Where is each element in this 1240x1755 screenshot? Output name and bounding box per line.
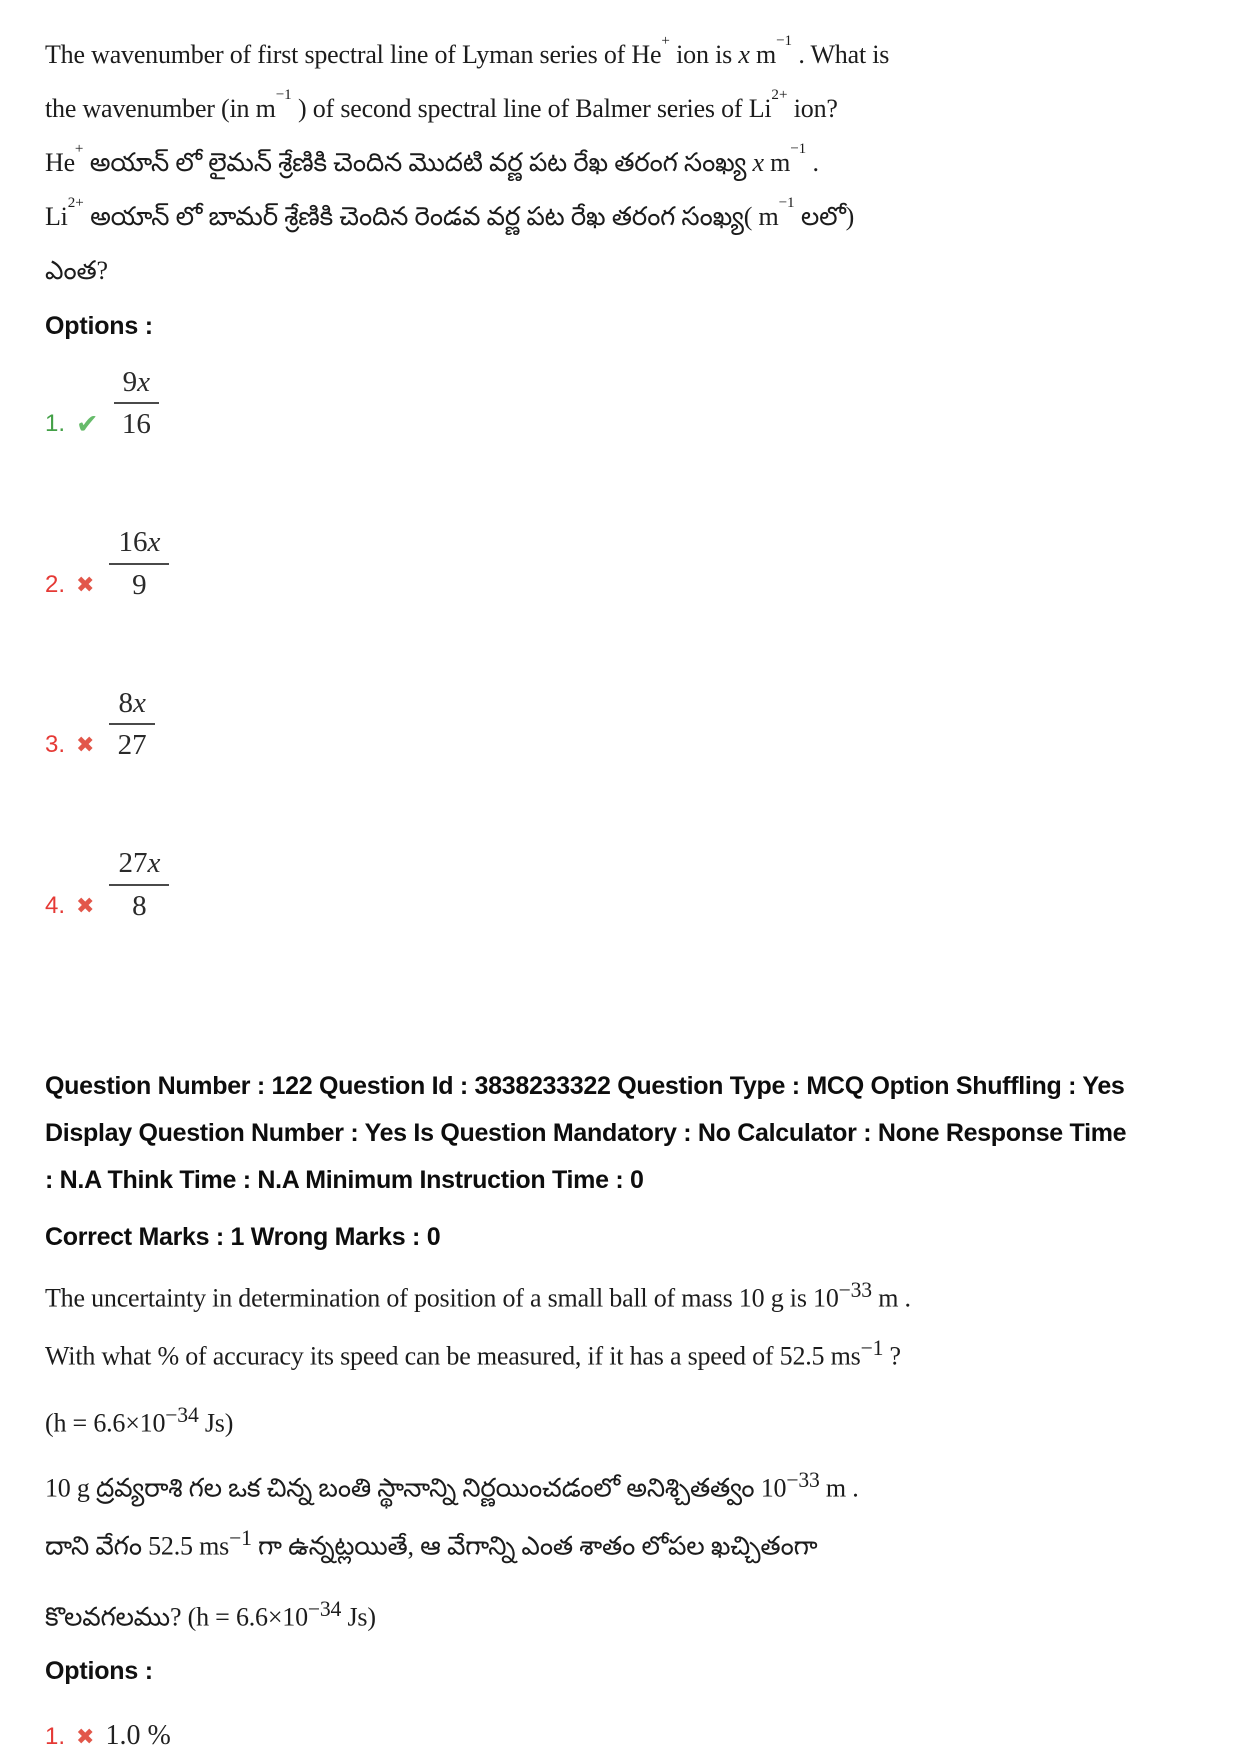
fraction-numerator: 8x [109,686,154,725]
wrong-icon: ✖ [76,1723,95,1749]
option-fraction [109,846,169,922]
question-text-line-te-2: దాని వేగం 52.5 $ms^{-1}$ గా ఉన్నట్లయితే, ఆ వేగాన్ని ఎంత శాతం లోపల ఖచ్చితంగా [45,1526,818,1562]
fraction-denominator: 8 [132,889,147,922]
marks-line: Correct Marks : 1 Wrong Marks : 0 [45,1222,441,1251]
fraction-numerator: 16x [109,525,169,564]
question-text-line-te-3: కొలవగలము? ($h = 6.6\times 10^{-34}$ Js) [45,1597,376,1632]
question-text-line-te-1: 10 g ద్రవ్యరాశి గల ఒక చిన్న బంతి స్థానాన్ని నిర్ణయించడంలో అనిశ్చితత్వం $10^{-33}$ m . [45,1467,859,1503]
options-label: Options : [45,1656,153,1685]
wrong-icon: ✖ [76,892,95,918]
option-fraction [109,686,154,762]
question-text-line-en-1: The wavenumber of first spectral line of Lyman series of He+ ion is x $m^{-1}$ . What is [45,32,890,69]
fraction-denominator: 27 [117,729,147,762]
option-4-row [45,846,1200,922]
option-number: 1. [45,410,66,438]
metadata-line: : N.A Think Time : N.A Minimum Instruction Time : 0 [45,1165,644,1194]
question-text-line-te-1: He+ అయాన్ లో లైమన్ శ్రేణికి చెందిన మొదటి వర్ణ పట రేఖ తరంగ సంఖ్య x $m^{-1}$ . [45,140,819,177]
correct-icon: ✔ [76,409,99,440]
question-text-line-en-1: The uncertainty in determination of position of a small ball of mass 10 g is $10^{-33}$ m . [45,1277,911,1313]
planck-constant-line: ($h = 6.6\times 10^{-34}$ Js) [45,1403,234,1438]
metadata-line: Display Question Number : Yes Is Question Mandatory : No Calculator : None Response Time [45,1118,1127,1147]
options-label: Options : [45,312,153,340]
option-1-row [45,365,1200,441]
question-text-line-te-3: ఎంత? [45,256,108,285]
option-number: 2. [45,570,66,598]
option-text: 1.0 % [105,1719,171,1751]
wrong-icon: ✖ [76,571,95,597]
question-122-metadata [45,1063,1200,1261]
fraction-numerator: 27x [109,846,169,885]
question-text-line-te-2: $Li^{2+}$ అయాన్ లో బామర్ శ్రేణికి చెందిన రెండవ వర్ణ పట రేఖ తరంగ సంఖ్య( $m^{-1}$ లలో) [45,194,855,231]
question-text-line-en-2: the wavenumber (in $m^{-1}$ ) of second spectral line of Balmer series of $Li^{2+}$ ion? [45,86,838,123]
option-fraction [114,365,159,441]
option-number: 4. [45,891,66,919]
question-121-block [45,28,1200,923]
option-1-row [45,1720,1200,1754]
option-2-row [45,525,1200,601]
fraction-numerator: 9x [114,365,159,404]
question-text-line-en-2: With what % of accuracy its speed can be measured, if it has a speed of 52.5 $ms^{-1}$ ? [45,1336,901,1372]
fraction-denominator: 16 [121,408,151,441]
question-122-block [45,1265,1200,1754]
option-number: 3. [45,731,66,759]
wrong-icon: ✖ [76,732,95,758]
fraction-denominator: 9 [132,568,147,601]
metadata-line: Question Number : 122 Question Id : 3838233322 Question Type : MCQ Option Shuffling : Yes [45,1071,1125,1100]
option-fraction [109,525,169,601]
option-3-row [45,686,1200,762]
option-number: 1. [45,1722,66,1750]
